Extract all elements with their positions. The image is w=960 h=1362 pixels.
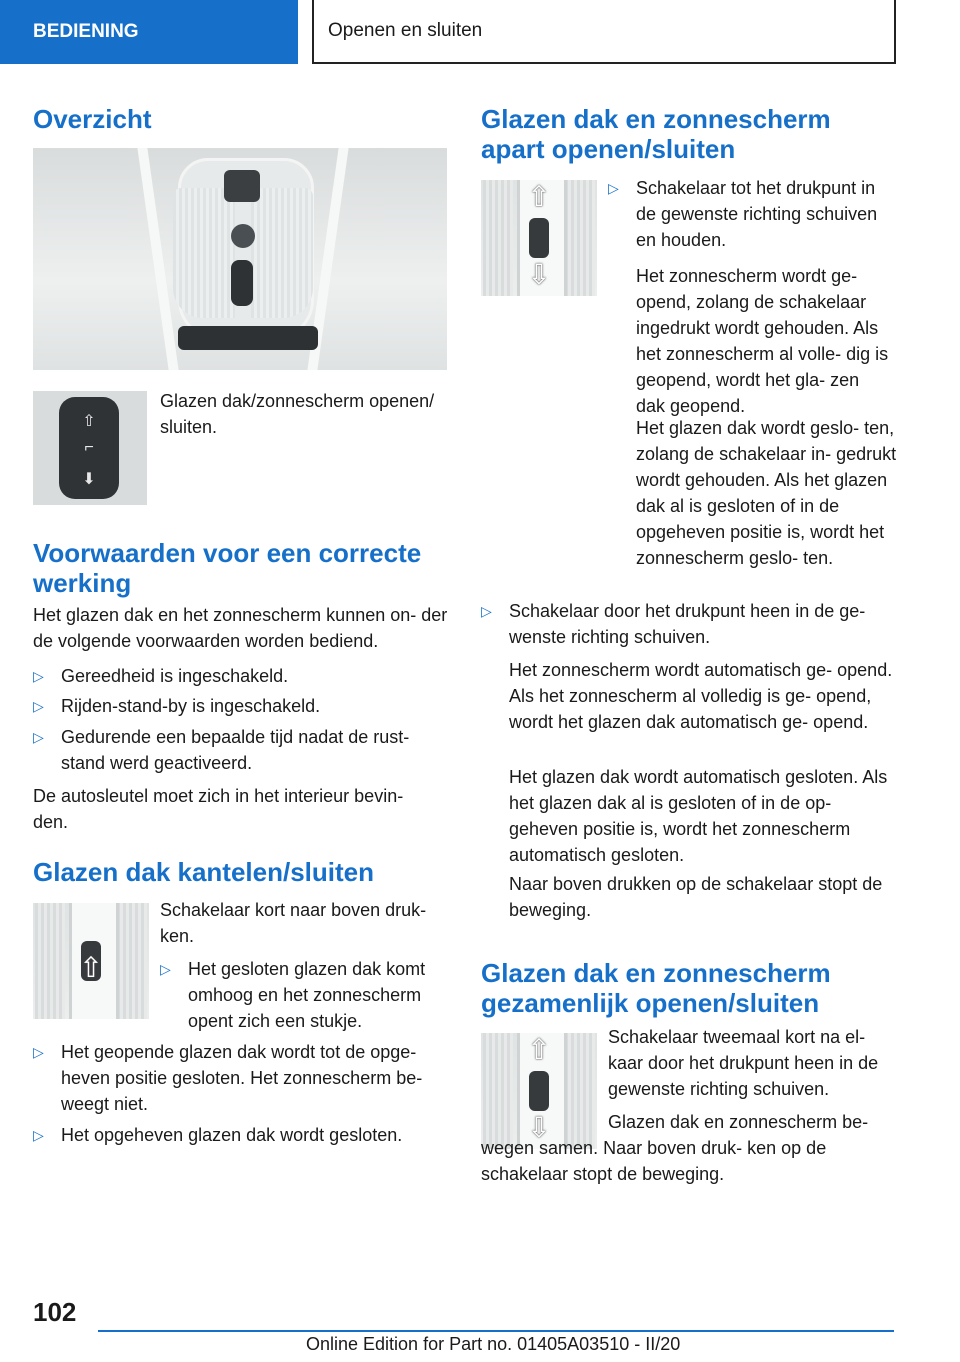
triangle-bullet-icon: ▷ (608, 180, 619, 196)
tilt-intro: Schakelaar kort naar boven druk- ken. (160, 900, 427, 946)
list-item (33, 1122, 451, 1148)
conditions-intro: Het glazen dak en het zonnescherm kunnen on- der de volgende voorwaarden worden bediend. (33, 605, 448, 651)
list-item (33, 724, 448, 776)
list-item (33, 663, 448, 689)
together-paragraph: Schakelaar tweemaal kort na el- kaar door het drukpunt heen in de gewenste richting schuiven. (608, 1027, 879, 1099)
list-item-text: Het gesloten glazen dak komt omhoog en het zonnescherm opent zich een stukje. (188, 959, 426, 1031)
list-item-text: Het geopende glazen dak wordt tot de opge- heven positie gesloten. Het zonnescherm be- weegt niet. (61, 1042, 423, 1114)
apart-paragraph: Het zonnescherm wordt ge- opend, zolang de schakelaar ingedrukt wordt gehouden. Als het zonnescherm al volle- dig is geopend, wordt het gla- zen dak geopend. (636, 266, 889, 416)
together-heading: Glazen dak en zonnescherm gezamenlijk openen/sluiten (481, 958, 831, 1018)
tilt-heading: Glazen dak kantelen/sluiten (33, 857, 374, 887)
apart-paragraph: Naar boven drukken op de schakelaar stopt de beweging. (509, 874, 883, 920)
triangle-bullet-icon: ▷ (33, 668, 44, 684)
page-number: 102 (33, 1297, 77, 1327)
apart-heading: Glazen dak en zonnescherm apart openen/sluiten (481, 104, 831, 164)
list-item (160, 956, 450, 1034)
triangle-bullet-icon: ▷ (33, 698, 44, 714)
chapter-header (312, 0, 896, 64)
conditions-note: De autosleutel moet zich in het interieur bevin- den. (33, 786, 404, 832)
overview-heading: Overzicht (33, 104, 152, 134)
overview-image (33, 148, 447, 370)
footer-divider (98, 1330, 894, 1332)
apart-paragraph: Het zonnescherm wordt automatisch ge- opend. Als het zonnescherm al volledig is ge- opend, wordt het glazen dak automatisch ge- opend. (509, 660, 893, 732)
chapter-label: Openen en sluiten (328, 20, 483, 41)
list-item-text: Gedurende een bepaalde tijd nadat de rust- stand werd geactiveerd. (61, 727, 410, 773)
list-item (481, 598, 899, 650)
list-item (33, 693, 448, 719)
apart-paragraph: Het glazen dak wordt geslo- ten, zolang de schakelaar in- gedrukt wordt gehouden. Als het glazen dak al is gesloten of in de opgeheven positie is, wordt het zonnescherm geslo- ten. (636, 418, 897, 568)
list-item-text: Gereedheid is ingeschakeld. (61, 666, 289, 686)
conditions-heading: Voorwaarden voor een correcte werking (33, 538, 422, 598)
list-item (608, 175, 898, 253)
triangle-bullet-icon: ▷ (33, 1127, 44, 1143)
edition-note: Online Edition for Part no. 01405A03510 - II/20 (306, 1334, 681, 1354)
together-switch-image: ⇧ ⇩ (481, 1033, 597, 1149)
list-item-text: Rijden-stand-by is ingeschakeld. (61, 696, 321, 716)
list-item-text: Het opgeheven glazen dak wordt gesloten. (61, 1125, 403, 1145)
apart-paragraph: Het glazen dak wordt automatisch gesloten. Als het glazen dak al is gesloten of in de op- geheven positie is, wordt het zonnescherm automatisch gesloten. (509, 767, 888, 865)
together-paragraph-text: Glazen dak en zonnescherm be- wegen samen. Naar boven druk- ken op de schakelaar stopt de beweging. (481, 1112, 869, 1184)
roof-switch-image: ⇧ ⌐ ⬇ (33, 391, 147, 505)
triangle-bullet-icon: ▷ (481, 603, 492, 619)
section-label: BEDIENING (33, 21, 139, 42)
section-tab (0, 0, 298, 64)
triangle-bullet-icon: ▷ (160, 961, 171, 977)
list-item-text: Schakelaar tot het drukpunt in de gewenste richting schuiven en houden. (636, 178, 878, 250)
triangle-bullet-icon: ▷ (33, 1044, 44, 1060)
overview-caption: Glazen dak/zonnescherm openen/ sluiten. (160, 391, 435, 437)
list-item (33, 1039, 451, 1117)
together-paragraph (481, 1109, 899, 1187)
tilt-switch-image: ⇧ (33, 903, 149, 1019)
triangle-bullet-icon: ▷ (33, 729, 44, 745)
list-item-text: Schakelaar door het drukpunt heen in de ge- wenste richting schuiven. (509, 601, 866, 647)
apart-switch-image: ⇧ ⇩ (481, 180, 597, 296)
